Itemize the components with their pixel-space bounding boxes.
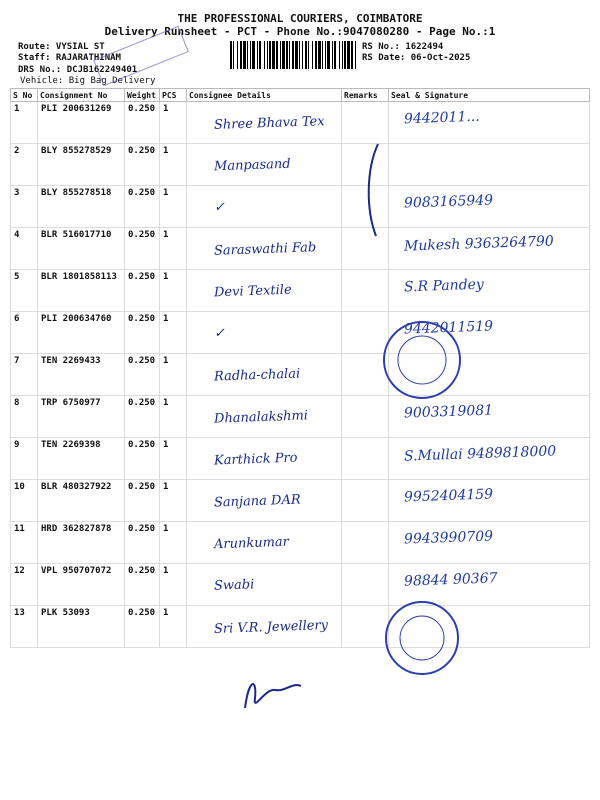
row-consignee	[187, 186, 342, 228]
table-row	[11, 186, 590, 228]
row-consignee	[187, 228, 342, 270]
row-consignee	[187, 606, 342, 648]
handwritten-consignee: Sanjana DAR	[213, 492, 301, 511]
row-signature	[389, 144, 590, 186]
row-remarks	[342, 438, 389, 480]
row-sno: 9	[11, 438, 38, 480]
row-consignee	[187, 564, 342, 606]
row-signature	[389, 228, 590, 270]
barcode	[230, 41, 358, 69]
row-signature	[389, 270, 590, 312]
handwritten-consignee: Arunkumar	[213, 534, 290, 553]
row-weight: 0.250	[125, 144, 160, 186]
handwritten-consignee: Shree Bhava Tex	[213, 114, 325, 133]
handwritten-signature: 9943990709	[403, 528, 494, 548]
row-signature	[389, 480, 590, 522]
row-weight: 0.250	[125, 480, 160, 522]
row-sno: 4	[11, 228, 38, 270]
runsheet-table	[10, 88, 590, 648]
row-sno: 7	[11, 354, 38, 396]
row-remarks	[342, 270, 389, 312]
handwritten-signature: 9083165949	[403, 192, 494, 212]
col-consignment: Consignment No	[38, 89, 125, 102]
drs-label: DRS No.: DCJB162249401	[18, 65, 138, 75]
handwritten-signature: 9442011...	[403, 108, 480, 128]
bracket-scribble	[360, 140, 390, 240]
row-consignment-no: PLI 200631269	[38, 102, 125, 144]
radha-chalai-seal	[380, 318, 470, 408]
handwritten-consignee: Swabi	[213, 577, 255, 594]
col-weight: Weight	[125, 89, 160, 102]
row-weight: 0.250	[125, 102, 160, 144]
row-remarks	[342, 102, 389, 144]
row-consignment-no: BLR 516017710	[38, 228, 125, 270]
handwritten-consignee: Radha-chalai	[213, 366, 301, 385]
row-pcs: 1	[160, 186, 187, 228]
row-consignee	[187, 438, 342, 480]
handwritten-consignee: Dhanalakshmi	[213, 408, 309, 427]
row-sno: 13	[11, 606, 38, 648]
col-signature: Seal & Signature	[389, 89, 590, 102]
table-row	[11, 606, 590, 648]
row-weight: 0.250	[125, 438, 160, 480]
row-consignment-no: TRP 6750977	[38, 396, 125, 438]
row-weight: 0.250	[125, 270, 160, 312]
row-weight: 0.250	[125, 354, 160, 396]
table-row	[11, 522, 590, 564]
col-sno: S No	[11, 89, 38, 102]
row-consignment-no: BLY 855278518	[38, 186, 125, 228]
row-sno: 8	[11, 396, 38, 438]
handwritten-signature: S.R Pandey	[403, 276, 485, 296]
handwritten-signature: Mukesh 9363264790	[403, 233, 555, 255]
row-signature	[389, 438, 590, 480]
row-pcs: 1	[160, 480, 187, 522]
runsheet-title: Delivery Runsheet - PCT - Phone No.:9047080280 - Page No.:1	[104, 25, 496, 38]
table-header-row	[11, 89, 590, 102]
row-sno: 11	[11, 522, 38, 564]
handwritten-consignee: Sri V.R. Jewellery	[213, 618, 329, 637]
company-name: THE PROFESSIONAL COURIERS, COIMBATORE	[177, 12, 423, 25]
row-consignment-no: TEN 2269433	[38, 354, 125, 396]
row-pcs: 1	[160, 270, 187, 312]
handwritten-consignee: Devi Textile	[213, 282, 292, 301]
table-row	[11, 438, 590, 480]
table-row	[11, 354, 590, 396]
row-consignee	[187, 270, 342, 312]
table-row	[11, 270, 590, 312]
rs-date: RS Date: 06-Oct-2025	[362, 53, 471, 63]
handwritten-signature: 9952404159	[403, 486, 494, 506]
row-weight: 0.250	[125, 606, 160, 648]
row-consignment-no: BLY 855278529	[38, 144, 125, 186]
row-sno: 1	[11, 102, 38, 144]
table-row	[11, 396, 590, 438]
table-row	[11, 480, 590, 522]
row-sno: 5	[11, 270, 38, 312]
row-consignee	[187, 522, 342, 564]
row-consignee	[187, 102, 342, 144]
row-consignee	[187, 354, 342, 396]
row-weight: 0.250	[125, 522, 160, 564]
row-consignment-no: TEN 2269398	[38, 438, 125, 480]
table-row	[11, 228, 590, 270]
row-consignment-no: VPL 950707072	[38, 564, 125, 606]
row-consignee	[187, 396, 342, 438]
row-signature	[389, 522, 590, 564]
table-row	[11, 144, 590, 186]
row-consignment-no: PLI 200634760	[38, 312, 125, 354]
handwritten-consignee: ✓	[213, 199, 226, 216]
handwritten-consignee: Manpasand	[213, 156, 291, 175]
row-pcs: 1	[160, 144, 187, 186]
row-consignment-no: HRD 362827878	[38, 522, 125, 564]
row-sno: 3	[11, 186, 38, 228]
row-weight: 0.250	[125, 564, 160, 606]
handwritten-signature: 9003319081	[403, 402, 494, 422]
row-sno: 10	[11, 480, 38, 522]
handwritten-signature: S.Mullai 9489818000	[403, 443, 557, 465]
row-sno: 6	[11, 312, 38, 354]
jewellery-seal	[380, 598, 470, 678]
handwritten-consignee: Karthick Pro	[213, 450, 298, 469]
row-weight: 0.250	[125, 228, 160, 270]
handwritten-signature: 9442011519	[403, 318, 494, 338]
handwritten-consignee: Saraswathi Fab	[213, 240, 317, 259]
row-pcs: 1	[160, 396, 187, 438]
table-row	[11, 564, 590, 606]
row-pcs: 1	[160, 438, 187, 480]
row-pcs: 1	[160, 312, 187, 354]
row-consignee	[187, 480, 342, 522]
bottom-scribble	[235, 668, 305, 718]
handwritten-signature: 98844 90367	[403, 570, 498, 590]
col-pcs: PCS	[160, 89, 187, 102]
col-remarks: Remarks	[342, 89, 389, 102]
table-row	[11, 312, 590, 354]
rs-number: RS No.: 1622494	[362, 42, 444, 52]
row-pcs: 1	[160, 522, 187, 564]
route-label: Route: VYSIAL ST	[18, 42, 105, 52]
row-remarks	[342, 522, 389, 564]
row-weight: 0.250	[125, 312, 160, 354]
row-weight: 0.250	[125, 396, 160, 438]
row-pcs: 1	[160, 102, 187, 144]
row-consignment-no: PLK 53093	[38, 606, 125, 648]
row-signature	[389, 102, 590, 144]
row-sno: 12	[11, 564, 38, 606]
col-consignee: Consignee Details	[187, 89, 342, 102]
row-consignee	[187, 312, 342, 354]
row-consignment-no: BLR 1801858113	[38, 270, 125, 312]
row-remarks	[342, 480, 389, 522]
vehicle-label: Vehicle: Big Bag Delivery	[20, 76, 156, 86]
row-pcs: 1	[160, 606, 187, 648]
row-pcs: 1	[160, 564, 187, 606]
row-signature	[389, 186, 590, 228]
row-consignee	[187, 144, 342, 186]
table-row	[11, 102, 590, 144]
staff-label: Staff: RAJARATHINAM	[18, 53, 121, 63]
row-pcs: 1	[160, 228, 187, 270]
row-sno: 2	[11, 144, 38, 186]
row-weight: 0.250	[125, 186, 160, 228]
row-consignment-no: BLR 480327922	[38, 480, 125, 522]
row-pcs: 1	[160, 354, 187, 396]
handwritten-consignee: ✓	[213, 325, 226, 342]
